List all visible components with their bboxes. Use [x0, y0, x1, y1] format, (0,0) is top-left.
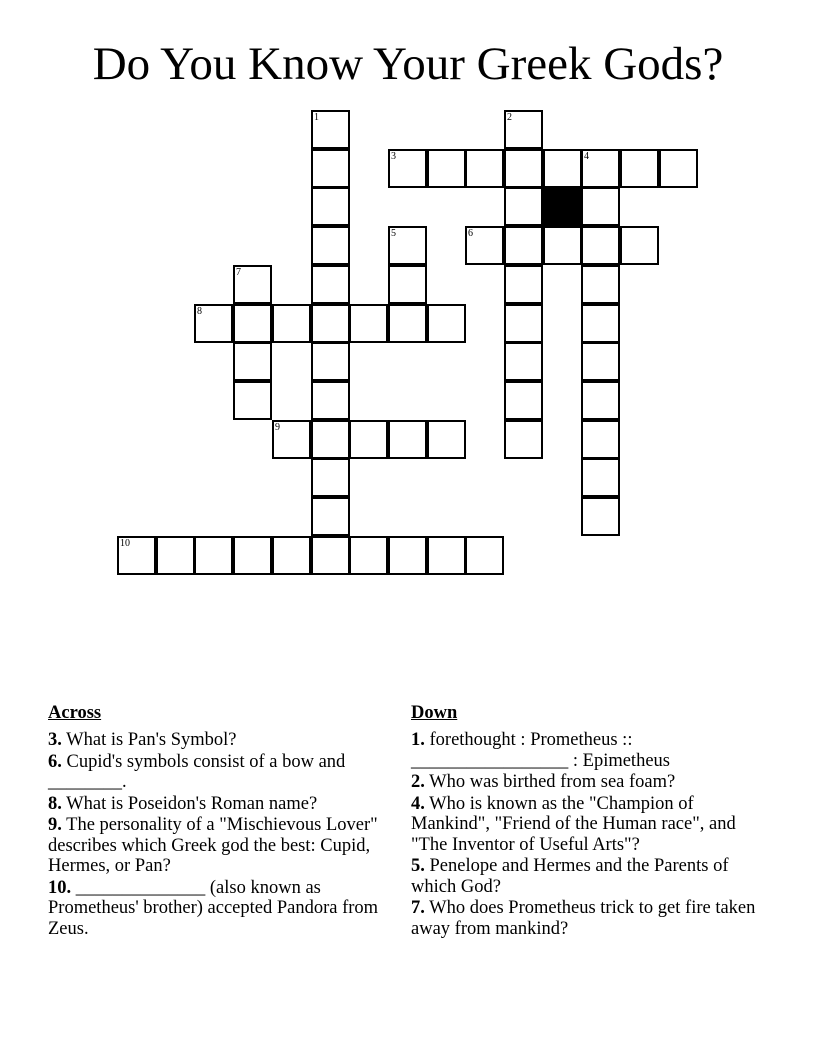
grid-cell[interactable]	[311, 149, 350, 188]
grid-cell[interactable]	[311, 381, 350, 420]
grid-cell[interactable]	[272, 536, 311, 575]
across-clue-list	[48, 730, 388, 939]
down-clue	[411, 772, 761, 793]
grid-cell[interactable]	[272, 304, 311, 343]
clue-text: Who was birthed from sea foam?	[424, 772, 676, 792]
clue-number: 2	[507, 112, 512, 123]
grid-cell[interactable]	[427, 149, 466, 188]
clue-text: What is Pan's Symbol?	[61, 730, 237, 750]
grid-cell[interactable]	[311, 458, 350, 497]
down-clues	[411, 702, 761, 940]
clue-number: 8	[197, 306, 202, 317]
clue-number-label: 5.	[411, 856, 425, 876]
clue-number: 4	[584, 151, 589, 162]
grid-cell[interactable]	[581, 381, 620, 420]
grid-cell[interactable]	[388, 226, 427, 265]
clue-text: What is Poseidon's Roman name?	[61, 793, 318, 814]
grid-cell[interactable]	[581, 420, 620, 459]
grid-cell[interactable]	[465, 226, 504, 265]
grid-cell[interactable]	[233, 342, 272, 381]
grid-cell[interactable]	[504, 110, 543, 149]
grid-cell[interactable]	[581, 497, 620, 536]
down-clue	[411, 730, 761, 771]
grid-cell[interactable]	[233, 536, 272, 575]
across-clues	[48, 702, 388, 940]
grid-cell[interactable]	[311, 420, 350, 459]
clue-number: 9	[275, 422, 280, 433]
grid-cell[interactable]	[581, 149, 620, 188]
grid-cell[interactable]	[427, 304, 466, 343]
clue-number: 7	[236, 267, 241, 278]
grid-cell[interactable]	[349, 536, 388, 575]
grid-cell[interactable]	[156, 536, 195, 575]
grid-cell[interactable]	[349, 304, 388, 343]
grid-cell[interactable]	[388, 304, 427, 343]
grid-cell[interactable]	[504, 420, 543, 459]
grid-cell[interactable]	[620, 149, 659, 188]
clue-number-label: 9.	[48, 815, 62, 835]
clue-number: 5	[391, 228, 396, 239]
grid-cell[interactable]	[543, 226, 582, 265]
grid-cell[interactable]	[620, 226, 659, 265]
grid-cell[interactable]	[349, 420, 388, 459]
grid-cell[interactable]	[581, 304, 620, 343]
down-clue	[411, 794, 761, 856]
grid-cell[interactable]	[581, 458, 620, 497]
grid-cell[interactable]	[465, 149, 504, 188]
clue-text: The personality of a "Mischievous Lover" describes which Greek god the best: Cupid, Hermes, or Pan?	[48, 815, 378, 876]
grid-cell[interactable]	[311, 265, 350, 304]
grid-cell[interactable]	[272, 420, 311, 459]
grid-cell[interactable]	[581, 187, 620, 226]
down-clue	[411, 856, 761, 897]
down-clue-list	[411, 730, 761, 939]
grid-cell[interactable]	[388, 149, 427, 188]
grid-cell[interactable]	[117, 536, 156, 575]
grid-cell[interactable]	[504, 187, 543, 226]
clue-number: 1	[314, 112, 319, 123]
clue-number-label: 3.	[48, 730, 62, 750]
grid-cell[interactable]	[504, 381, 543, 420]
clue-text: Who does Prometheus trick to get fire taken away from mankind?	[411, 898, 756, 939]
clue-number-label: 1.	[411, 730, 425, 750]
grid-cell[interactable]	[504, 265, 543, 304]
grid-cell[interactable]	[311, 536, 350, 575]
clue-number-label: 6.	[48, 751, 62, 772]
grid-cell[interactable]	[233, 304, 272, 343]
clue-number-label: 10.	[48, 877, 72, 898]
clue-text: Cupid's symbols consist of a bow and ________.	[48, 751, 346, 792]
grid-cell[interactable]	[311, 304, 350, 343]
page-title: Do You Know Your Greek Gods?	[92, 38, 724, 90]
grid-cell[interactable]	[388, 536, 427, 575]
clue-text: Penelope and Hermes and the Parents of which God?	[411, 856, 729, 897]
grid-cell[interactable]	[194, 536, 233, 575]
grid-cell[interactable]	[311, 187, 350, 226]
grid-cell[interactable]	[311, 342, 350, 381]
grid-cell[interactable]	[388, 265, 427, 304]
clue-text: ______________ (also known as Prometheus' brother) accepted Pandora from Zeus.	[48, 877, 379, 939]
across-clue	[48, 730, 388, 751]
clue-text: forethought : Prometheus :: _________________ : Epimetheus	[411, 730, 670, 771]
grid-cell[interactable]	[233, 381, 272, 420]
black-cell	[543, 187, 582, 226]
grid-cell[interactable]	[427, 536, 466, 575]
across-clue	[48, 752, 388, 793]
clue-number-label: 8.	[48, 793, 62, 814]
grid-cell[interactable]	[504, 304, 543, 343]
across-clue	[48, 878, 388, 940]
grid-cell[interactable]	[311, 110, 350, 149]
down-clue	[411, 898, 761, 939]
clue-number-label: 4.	[411, 793, 425, 814]
grid-cell[interactable]	[388, 420, 427, 459]
clue-number: 10	[120, 538, 130, 549]
grid-cell[interactable]	[504, 149, 543, 188]
grid-cell[interactable]	[504, 226, 543, 265]
clue-number-label: 2.	[411, 772, 425, 792]
clue-number: 6	[468, 228, 473, 239]
grid-cell[interactable]	[311, 497, 350, 536]
grid-cell[interactable]	[311, 226, 350, 265]
clue-text: Who is known as the "Champion of Mankind", "Friend of the Human race", and "The Inventor of Useful Arts"?	[411, 793, 736, 855]
across-clue	[48, 815, 388, 877]
grid-cell[interactable]	[233, 265, 272, 304]
grid-cell[interactable]	[581, 265, 620, 304]
clue-number: 3	[391, 151, 396, 162]
clue-number-label: 7.	[411, 898, 425, 918]
grid-cell[interactable]	[194, 304, 233, 343]
across-clue	[48, 794, 388, 815]
grid-cell[interactable]	[465, 536, 504, 575]
across-heading: Across	[48, 703, 102, 723]
down-heading: Down	[411, 703, 458, 723]
grid-cell[interactable]	[581, 226, 620, 265]
grid-cell[interactable]	[427, 420, 466, 459]
grid-cell[interactable]	[504, 342, 543, 381]
grid-cell[interactable]	[659, 149, 698, 188]
grid-cell[interactable]	[581, 342, 620, 381]
grid-cell[interactable]	[543, 149, 582, 188]
